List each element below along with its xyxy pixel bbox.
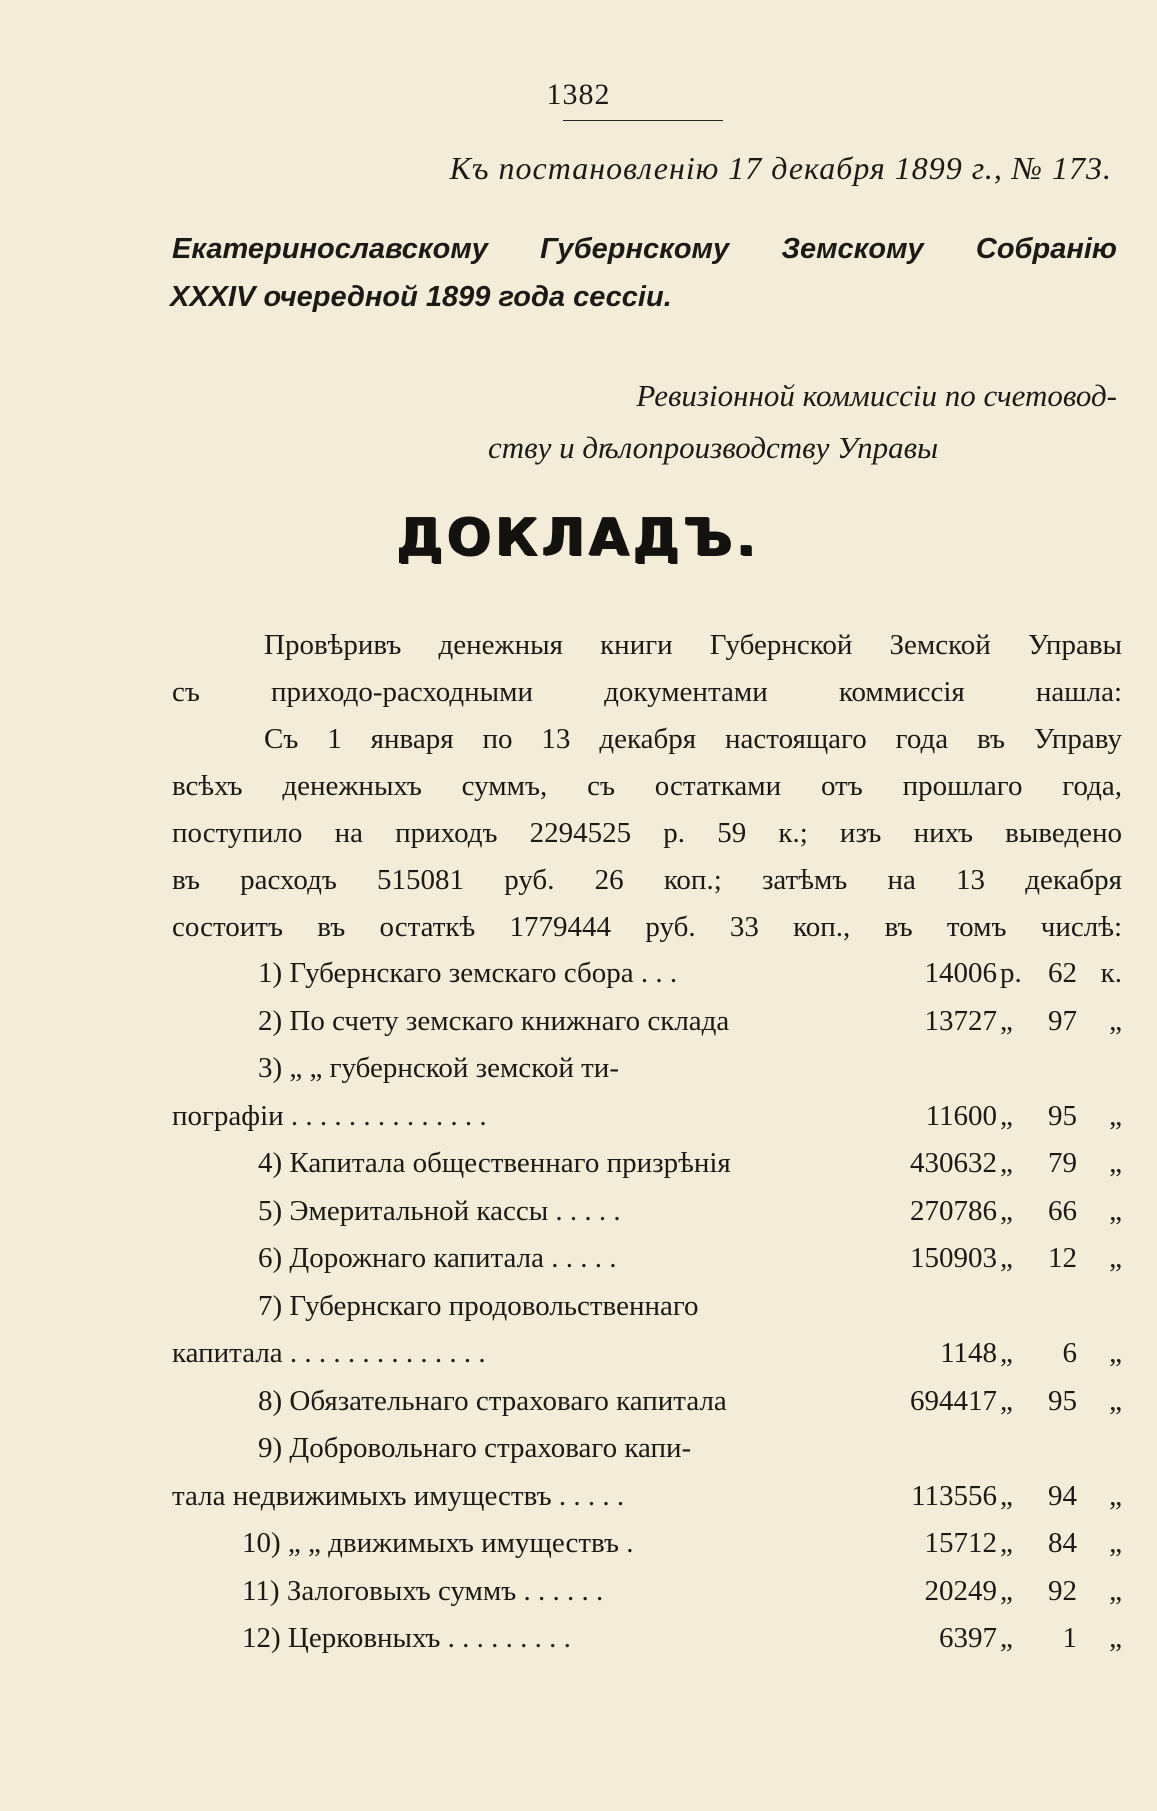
item-label: тала недвижимыхъ имуществъ . . . . . xyxy=(172,1479,625,1512)
item-kopecks: 84 xyxy=(1048,1527,1077,1559)
item-rubles: 11600 xyxy=(925,1099,997,1132)
commission-block xyxy=(480,370,1117,474)
item-rubles: 270786 xyxy=(910,1194,997,1227)
item-kopecks: 79 xyxy=(1048,1147,1077,1179)
item-row xyxy=(172,1330,1122,1378)
item-kop-unit: „ xyxy=(1109,1147,1122,1179)
document-title: ДОКЛАДЪ. xyxy=(396,508,761,568)
item-label: 11) Залоговыхъ суммъ . . . . . . xyxy=(242,1574,604,1607)
item-rub-unit: „ xyxy=(1000,1527,1013,1559)
item-kop-unit: „ xyxy=(1109,1384,1122,1417)
item-kopecks: 6 xyxy=(1062,1337,1077,1369)
item-label: 4) Капитала общественнаго призрѣнія xyxy=(258,1147,731,1179)
item-rubles: 694417 xyxy=(910,1384,997,1417)
item-kop-unit: „ xyxy=(1109,1622,1122,1654)
item-label: 5) Эмеритальной кассы . . . . . xyxy=(258,1194,621,1227)
paragraph-2-line-2: всѣхъ денежныхъ суммъ, съ остатками отъ прошлаго года, xyxy=(172,770,1122,802)
item-row xyxy=(172,1093,1122,1141)
item-row xyxy=(172,1568,1122,1616)
item-kop-unit: к. xyxy=(1100,957,1122,989)
item-row-continued xyxy=(172,1045,1122,1093)
item-kopecks: 94 xyxy=(1048,1479,1077,1512)
item-kopecks: 95 xyxy=(1048,1099,1077,1132)
paragraph-1-line-1: Провѣривъ денежныя книги Губернской Земской Управы xyxy=(264,629,1122,661)
item-label-first-line: 9) Добровольнаго страховаго капи- xyxy=(258,1432,692,1464)
paragraph-2-line-1: Съ 1 января по 13 декабря настоящаго года въ Управу xyxy=(264,723,1122,755)
item-rub-unit: „ xyxy=(1000,1004,1013,1037)
item-rub-unit: „ xyxy=(1000,1479,1013,1512)
paragraph-2-line-3: поступило на приходъ 2294525 р. 59 к.; изъ нихъ выведено xyxy=(172,817,1122,849)
paragraph-2-line-5: состоитъ въ остаткѣ 1779444 руб. 33 коп., въ томъ числѣ: xyxy=(172,911,1122,943)
paragraph-2 xyxy=(172,716,1122,951)
page-number: 1382 xyxy=(546,78,611,111)
item-kop-unit: „ xyxy=(1109,1242,1122,1274)
item-kop-unit: „ xyxy=(1109,1479,1122,1512)
item-row xyxy=(172,1378,1122,1426)
page-number-rule xyxy=(563,120,723,121)
item-label-first-line: 3) „ „ губернской земской ти- xyxy=(258,1052,619,1084)
item-rub-unit: р. xyxy=(1000,957,1022,989)
body-text xyxy=(172,622,1122,951)
commission-line-1: Ревизіонной коммиссіи по счетовод- xyxy=(636,378,1117,413)
item-row xyxy=(172,1473,1122,1521)
item-row xyxy=(172,950,1122,998)
item-rubles: 20249 xyxy=(924,1574,997,1607)
item-rubles: 13727 xyxy=(924,1004,997,1037)
item-kopecks: 1 xyxy=(1062,1622,1077,1654)
addressee-block xyxy=(172,225,1117,321)
item-label: 1) Губернскаго земскаго сбора . . . xyxy=(258,957,678,989)
item-rubles: 6397 xyxy=(939,1622,997,1654)
item-kopecks: 95 xyxy=(1048,1384,1077,1417)
item-row-continued xyxy=(172,1283,1122,1331)
item-rubles: 150903 xyxy=(910,1242,997,1274)
balance-items xyxy=(172,950,1122,1663)
item-kop-unit: „ xyxy=(1109,1099,1122,1132)
paragraph-1-line-2: съ приходо-расходными документами коммиссія нашла: xyxy=(172,676,1122,708)
item-rub-unit: „ xyxy=(1000,1147,1013,1179)
reference-line: Къ постановленію 17 декабря 1899 г., № 173. xyxy=(449,150,1112,186)
item-rub-unit: „ xyxy=(1000,1242,1013,1274)
item-rub-unit: „ xyxy=(1000,1384,1013,1417)
item-label: 12) Церковныхъ . . . . . . . . . xyxy=(242,1622,571,1654)
item-kopecks: 12 xyxy=(1048,1242,1077,1274)
item-kopecks: 66 xyxy=(1048,1194,1077,1227)
item-kopecks: 62 xyxy=(1048,957,1077,989)
item-rubles: 15712 xyxy=(924,1527,997,1559)
item-row xyxy=(172,998,1122,1046)
item-kop-unit: „ xyxy=(1109,1194,1122,1227)
item-rubles: 14006 xyxy=(924,957,997,989)
item-row-continued xyxy=(172,1425,1122,1473)
paragraph-2-line-4: въ расходъ 515081 руб. 26 коп.; затѣмъ на 13 декабря xyxy=(172,864,1122,896)
item-rubles: 113556 xyxy=(911,1479,997,1512)
item-rubles: 430632 xyxy=(910,1147,997,1179)
item-rub-unit: „ xyxy=(1000,1337,1013,1369)
item-rub-unit: „ xyxy=(1000,1622,1013,1654)
addressee-line-1: Екатеринославскому Губернскому Земскому Собранію xyxy=(172,233,1117,265)
paragraph-1 xyxy=(172,622,1122,716)
item-label: капитала . . . . . . . . . . . . . . xyxy=(172,1337,486,1369)
item-kop-unit: „ xyxy=(1109,1004,1122,1037)
item-rub-unit: „ xyxy=(1000,1099,1013,1132)
item-row xyxy=(172,1235,1122,1283)
item-row xyxy=(172,1615,1122,1663)
item-kop-unit: „ xyxy=(1109,1337,1122,1369)
item-row xyxy=(172,1520,1122,1568)
item-label: 2) По счету земскаго книжнаго склада xyxy=(258,1004,730,1037)
item-kopecks: 97 xyxy=(1048,1004,1077,1037)
item-kop-unit: „ xyxy=(1109,1574,1122,1607)
item-rub-unit: „ xyxy=(1000,1194,1013,1227)
item-label-first-line: 7) Губернскаго продовольственнаго xyxy=(258,1289,699,1322)
item-label: 8) Обязательнаго страховаго капитала xyxy=(258,1384,727,1417)
item-kopecks: 92 xyxy=(1048,1574,1077,1607)
addressee-line-2: XXXIV очередной 1899 года сессіи. xyxy=(170,281,672,313)
item-row xyxy=(172,1140,1122,1188)
item-kop-unit: „ xyxy=(1109,1527,1122,1559)
item-label: пографіи . . . . . . . . . . . . . . xyxy=(172,1099,487,1132)
item-rub-unit: „ xyxy=(1000,1574,1013,1607)
item-row xyxy=(172,1188,1122,1236)
commission-line-2: ству и дѣлопроизводству Управы xyxy=(488,430,939,465)
item-label: 10) „ „ движимыхъ имуществъ . xyxy=(242,1527,634,1559)
item-rubles: 1148 xyxy=(940,1337,997,1369)
item-label: 6) Дорожнаго капитала . . . . . xyxy=(258,1242,617,1274)
